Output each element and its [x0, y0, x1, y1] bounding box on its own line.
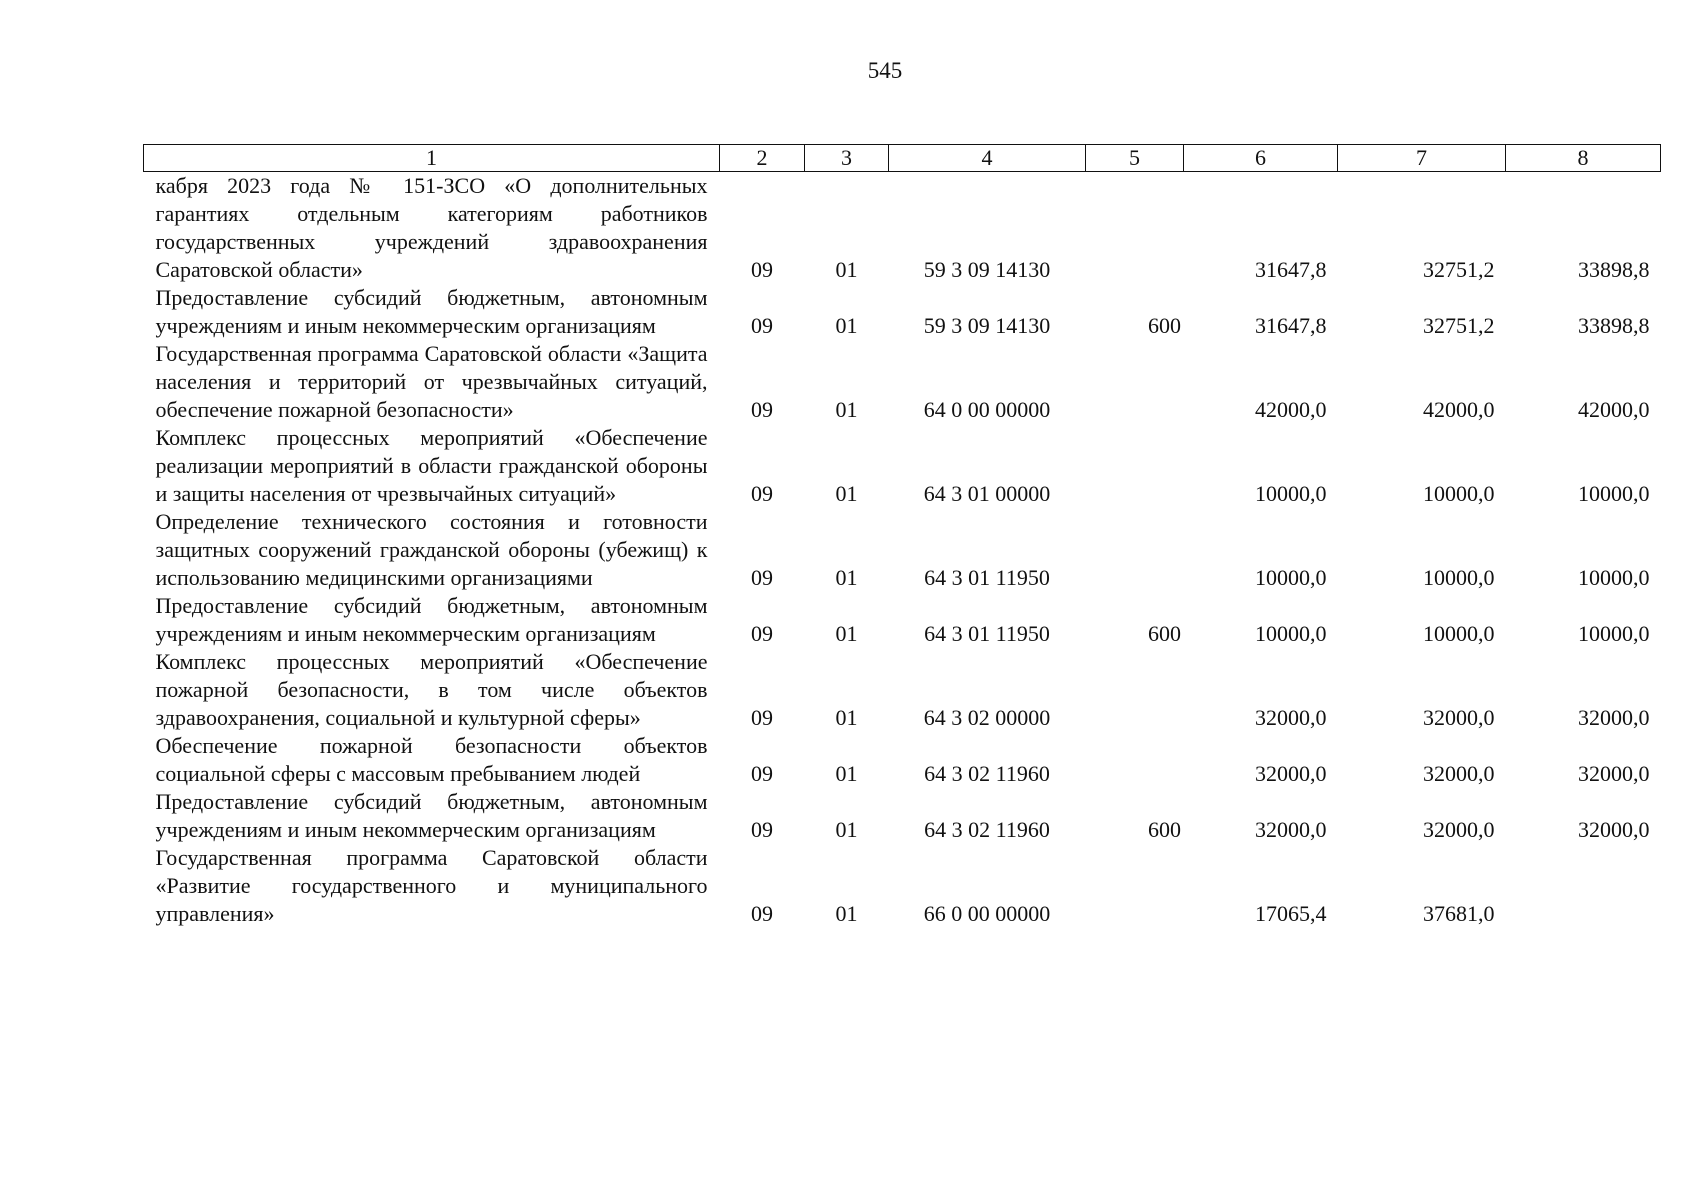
table-header — [144, 145, 1661, 172]
row-section: 09 — [751, 257, 773, 282]
row-description: Государственная программа Саратовской области «Защита населения и территорий от чрезвычайных ситуаций, обеспечение пожарной безопасности» — [155, 341, 708, 422]
row-amount-col6: 31647,8 — [1255, 313, 1327, 338]
row-section: 09 — [751, 313, 773, 338]
row-target-article: 64 3 01 00000 — [923, 481, 1051, 506]
row-amount-col7: 32751,2 — [1423, 257, 1495, 282]
row-section: 09 — [751, 481, 773, 506]
row-amount-col8: 33898,8 — [1578, 257, 1650, 282]
budget-table — [143, 144, 1661, 928]
row-description: Комплекс процессных мероприятий «Обеспечение пожарной безопасности, в том числе объектов здравоохранения, социальной и культурной сферы» — [155, 649, 708, 730]
row-section: 09 — [751, 397, 773, 422]
table-body — [144, 172, 1661, 929]
row-expense-type — [1086, 732, 1184, 788]
row-amount-col8: 32000,0 — [1578, 705, 1650, 730]
header-col-6: 6 — [1184, 145, 1338, 172]
row-amount-col7: 32000,0 — [1423, 761, 1495, 786]
row-expense-type — [1086, 508, 1184, 592]
row-expense-type — [1086, 172, 1184, 285]
row-target-article: 64 3 01 11950 — [924, 565, 1050, 590]
table-row — [144, 844, 1661, 928]
row-target-article: 66 0 00 00000 — [923, 901, 1051, 926]
row-target-article: 64 0 00 00000 — [923, 397, 1051, 422]
row-amount-col8: 10000,0 — [1578, 565, 1650, 590]
table-row — [144, 788, 1661, 844]
row-amount-col8: 32000,0 — [1578, 761, 1650, 786]
row-expense-type: 600 — [1148, 817, 1181, 842]
row-amount-col7: 10000,0 — [1423, 565, 1495, 590]
page-number: 545 — [867, 58, 903, 83]
row-target-article: 64 3 02 11960 — [924, 761, 1050, 786]
row-description: Обеспечение пожарной безопасности объектов социальной сферы с массовым пребыванием людей — [155, 733, 708, 786]
header-col-5: 5 — [1086, 145, 1184, 172]
row-target-article: 59 3 09 14130 — [923, 257, 1051, 282]
row-expense-type — [1086, 340, 1184, 424]
table-row — [144, 592, 1661, 648]
table-row — [144, 284, 1661, 340]
row-subsection: 01 — [835, 257, 858, 282]
row-amount-col8: 33898,8 — [1578, 313, 1650, 338]
row-target-article: 59 3 09 14130 — [923, 313, 1051, 338]
row-target-article: 64 3 01 11950 — [924, 621, 1050, 646]
table-row — [144, 340, 1661, 424]
row-amount-col6: 31647,8 — [1255, 257, 1327, 282]
row-amount-col7: 37681,0 — [1423, 901, 1495, 926]
row-expense-type — [1086, 648, 1184, 732]
row-description: Предоставление субсидий бюджетным, автономным учреждениям и иным некоммерческим организациям — [155, 593, 708, 646]
table-row — [144, 732, 1661, 788]
table-row — [144, 424, 1661, 508]
row-amount-col8: 42000,0 — [1578, 397, 1650, 422]
row-amount-col6: 32000,0 — [1255, 817, 1327, 842]
header-col-3: 3 — [805, 145, 889, 172]
row-subsection: 01 — [835, 901, 858, 926]
row-amount-col7: 10000,0 — [1423, 621, 1495, 646]
row-subsection: 01 — [835, 397, 858, 422]
row-amount-col8: 10000,0 — [1578, 621, 1650, 646]
header-col-1: 1 — [144, 145, 720, 172]
row-section: 09 — [751, 901, 773, 926]
row-section: 09 — [751, 761, 773, 786]
row-expense-type: 600 — [1148, 621, 1181, 646]
row-expense-type — [1086, 844, 1184, 928]
header-row — [144, 145, 1661, 172]
header-col-7: 7 — [1338, 145, 1506, 172]
row-amount-col6: 17065,4 — [1255, 901, 1327, 926]
row-description: Предоставление субсидий бюджетным, автономным учреждениям и иным некоммерческим организациям — [155, 285, 708, 338]
row-subsection: 01 — [835, 817, 858, 842]
row-amount-col6: 42000,0 — [1255, 397, 1327, 422]
row-description: Предоставление субсидий бюджетным, автономным учреждениям и иным некоммерческим организациям — [155, 789, 708, 842]
row-expense-type: 600 — [1148, 313, 1181, 338]
header-col-4: 4 — [889, 145, 1086, 172]
header-col-2: 2 — [720, 145, 805, 172]
row-amount-col7: 32000,0 — [1423, 817, 1495, 842]
row-description: Государственная программа Саратовской области «Развитие государственного и муниципального управления» — [155, 845, 708, 926]
row-expense-type — [1086, 424, 1184, 508]
row-description: кабря 2023 года № 151-ЗСО «О дополнительных гарантиях отдельным категориям работников государственных учреждений здравоохранения Саратовской области» — [155, 173, 708, 282]
table-row — [144, 508, 1661, 592]
header-col-8: 8 — [1506, 145, 1661, 172]
row-target-article: 64 3 02 00000 — [923, 705, 1051, 730]
row-target-article: 64 3 02 11960 — [924, 817, 1050, 842]
row-subsection: 01 — [835, 565, 858, 590]
row-subsection: 01 — [835, 705, 858, 730]
row-amount-col7: 32751,2 — [1423, 313, 1495, 338]
row-amount-col8: 10000,0 — [1578, 481, 1650, 506]
row-section: 09 — [751, 817, 773, 842]
row-description: Определение технического состояния и готовности защитных сооружений гражданской обороны (убежищ) к использованию медицинскими организациями — [155, 509, 708, 590]
row-amount-col6: 32000,0 — [1255, 705, 1327, 730]
row-amount-col8 — [1506, 844, 1661, 928]
row-amount-col6: 10000,0 — [1255, 621, 1327, 646]
row-description: Комплекс процессных мероприятий «Обеспечение реализации мероприятий в области гражданской обороны и защиты населения от чрезвычайных ситуаций» — [155, 425, 708, 506]
row-subsection: 01 — [835, 761, 858, 786]
row-amount-col7: 42000,0 — [1423, 397, 1495, 422]
row-amount-col6: 10000,0 — [1255, 481, 1327, 506]
table-row — [144, 648, 1661, 732]
row-amount-col8: 32000,0 — [1578, 817, 1650, 842]
row-amount-col7: 10000,0 — [1423, 481, 1495, 506]
row-subsection: 01 — [835, 481, 858, 506]
row-amount-col7: 32000,0 — [1423, 705, 1495, 730]
row-section: 09 — [751, 621, 773, 646]
row-amount-col6: 10000,0 — [1255, 565, 1327, 590]
row-subsection: 01 — [835, 621, 858, 646]
row-amount-col6: 32000,0 — [1255, 761, 1327, 786]
row-subsection: 01 — [835, 313, 858, 338]
row-section: 09 — [751, 565, 773, 590]
table-row — [144, 172, 1661, 285]
row-section: 09 — [751, 705, 773, 730]
